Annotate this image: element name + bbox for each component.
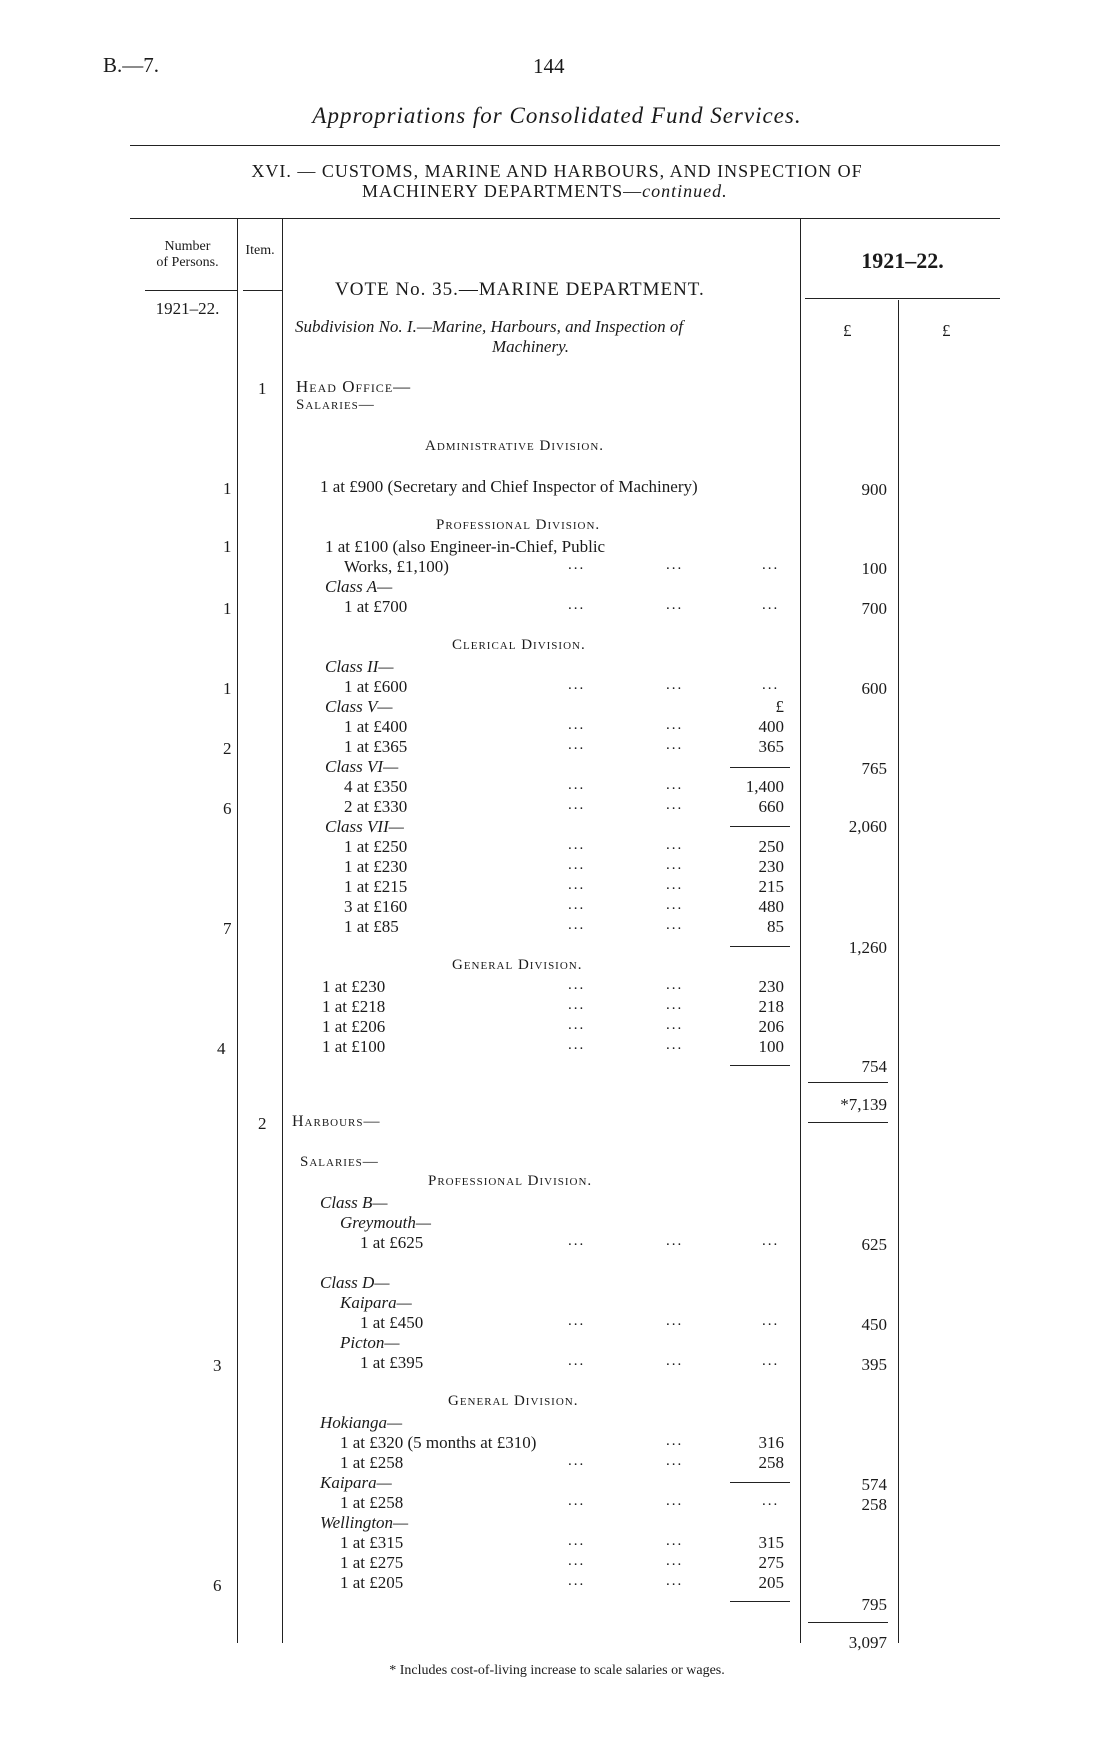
- sub-amount: 316: [758, 1433, 784, 1452]
- table-top-rule: [130, 218, 1000, 219]
- persons-count: 6: [223, 799, 232, 818]
- leader-dots: ...: [568, 717, 586, 733]
- leader-dots: ...: [666, 997, 684, 1013]
- leader-dots: ...: [666, 737, 684, 753]
- sub-amount: 480: [758, 897, 784, 916]
- sub-amount: 1,400: [745, 777, 784, 796]
- leader-dots: ...: [568, 917, 586, 933]
- leader-dots: ...: [666, 777, 684, 793]
- leader-dots: ...: [568, 1553, 586, 1569]
- leader-dots: ...: [568, 1037, 586, 1053]
- division-heading: General Division.: [448, 1393, 579, 1409]
- sub-amount: 218: [758, 997, 784, 1016]
- leader-dots: ...: [666, 1233, 684, 1249]
- salary-line: 1 at £395: [360, 1353, 424, 1372]
- salary-line: 1 at £450: [360, 1313, 424, 1332]
- leader-dots: ...: [568, 1453, 586, 1469]
- total-rule: [808, 1082, 888, 1083]
- col-rule-persons: [237, 218, 238, 1643]
- sub-amount: 400: [758, 717, 784, 736]
- amount-value: 450: [861, 1315, 887, 1334]
- section-head: Harbours—: [292, 1113, 381, 1130]
- salary-line: 1 at £218: [322, 997, 386, 1016]
- leader-dots: ...: [666, 897, 684, 913]
- leader-dots: ...: [568, 1017, 586, 1033]
- amount-value: 395: [861, 1355, 887, 1374]
- leader-dots: ...: [568, 977, 586, 993]
- leader-dots: ...: [666, 597, 684, 613]
- harbour-label: Hokianga—: [320, 1413, 403, 1432]
- leader-dots: ...: [762, 597, 780, 613]
- title-rule: [130, 145, 1000, 146]
- division-heading: Professional Division.: [428, 1173, 593, 1189]
- sub-amount: 365: [758, 737, 784, 756]
- division-heading: General Division.: [452, 957, 583, 973]
- persons-count: 1: [223, 479, 232, 498]
- persons-count: 1: [223, 679, 232, 698]
- leader-dots: ...: [568, 1353, 586, 1369]
- leader-dots: ...: [568, 677, 586, 693]
- class-label: Class V—: [325, 697, 393, 716]
- harbour-label: Greymouth—: [340, 1213, 431, 1232]
- sub-amount: 206: [758, 1017, 784, 1036]
- harbour-label: Kaipara—: [320, 1473, 392, 1492]
- division-heading: Administrative Division.: [425, 438, 605, 454]
- salary-line: 3 at £160: [344, 897, 408, 916]
- leader-dots: ...: [568, 877, 586, 893]
- sub-amount: 100: [758, 1037, 784, 1056]
- amount-value: 100: [861, 559, 887, 578]
- leader-dots: ...: [762, 1493, 780, 1509]
- leader-dots: ...: [666, 857, 684, 873]
- leader-dots: ...: [666, 1533, 684, 1549]
- vote-title: VOTE No. 35.—MARINE DEPARTMENT.: [335, 279, 705, 300]
- continued-label: continued.: [642, 181, 728, 201]
- salary-line: 1 at £215: [344, 877, 408, 896]
- amount-value: 574: [861, 1475, 887, 1494]
- leader-dots: ...: [666, 917, 684, 933]
- section-heading-line2: MACHINERY DEPARTMENTS—continued.: [362, 181, 728, 201]
- salary-line: 1 at £400: [344, 717, 408, 736]
- amount-value: 795: [861, 1595, 887, 1614]
- sub-amount: 660: [758, 797, 784, 816]
- salary-line: 1 at £230: [344, 857, 408, 876]
- amount-value: 258: [861, 1495, 887, 1514]
- salary-line: 2 at £330: [344, 797, 408, 816]
- salary-line: 1 at £206: [322, 1017, 386, 1036]
- sub-amount: 275: [758, 1553, 784, 1572]
- leader-dots: ...: [762, 1313, 780, 1329]
- leader-dots: ...: [762, 1353, 780, 1369]
- persons-count: 1: [223, 599, 232, 618]
- leader-dots: ...: [666, 717, 684, 733]
- amount-value: 600: [861, 679, 887, 698]
- salary-line: 4 at £350: [344, 777, 408, 796]
- class-label: Class VII—: [325, 817, 404, 836]
- leader-dots: ...: [568, 777, 586, 793]
- salary-line: Works, £1,100): [344, 557, 449, 576]
- salaries-label: Salaries—: [296, 397, 375, 413]
- subtotal-rule: [730, 826, 790, 827]
- persons-count: 1: [223, 537, 232, 556]
- salary-line: 1 at £625: [360, 1233, 424, 1252]
- salary-line: 1 at £85: [344, 917, 399, 936]
- item-header: Item.: [245, 243, 275, 258]
- leader-dots: ...: [666, 1453, 684, 1469]
- salary-line: 1 at £100 (also Engineer-in-Chief, Public: [325, 537, 606, 556]
- persons-count: 7: [223, 919, 232, 938]
- persons-count: 6: [213, 1576, 222, 1595]
- leader-dots: ...: [568, 897, 586, 913]
- amount-value: 1,260: [848, 938, 887, 957]
- sub-amount: 250: [758, 837, 784, 856]
- leader-dots: ...: [568, 1313, 586, 1329]
- amount-value: 625: [861, 1235, 887, 1254]
- class-label: Class II—: [325, 657, 394, 676]
- persons-year: 1921–22.: [155, 299, 220, 318]
- persons-count: 4: [217, 1039, 226, 1058]
- page-title: Appropriations for Consolidated Fund Services.: [312, 103, 802, 128]
- leader-dots: ...: [666, 1553, 684, 1569]
- leader-dots: ...: [568, 1493, 586, 1509]
- leader-dots: ...: [762, 1233, 780, 1249]
- leader-dots: ...: [568, 837, 586, 853]
- item-total: *7,139: [840, 1095, 887, 1114]
- leader-dots: ...: [666, 1353, 684, 1369]
- leader-dots: ...: [666, 1433, 684, 1449]
- leader-dots: ...: [568, 557, 586, 573]
- section-head: Head Office—: [296, 377, 412, 396]
- class-label: Class A—: [325, 577, 393, 596]
- leader-dots: ...: [568, 857, 586, 873]
- pound-header-b: £: [942, 321, 951, 340]
- pound-sign: £: [775, 697, 784, 716]
- salary-line: 1 at £275: [340, 1553, 404, 1572]
- class-label: Class VI—: [325, 757, 399, 776]
- salary-line: 1 at £700: [344, 597, 408, 616]
- sub-amount: 230: [758, 977, 784, 996]
- leader-dots: ...: [568, 737, 586, 753]
- subtotal-rule: [730, 1065, 790, 1066]
- harbour-label: Picton—: [340, 1333, 400, 1352]
- leader-dots: ...: [762, 677, 780, 693]
- subdivision-line1: Subdivision No. I.—Marine, Harbours, and Inspection of: [295, 317, 684, 336]
- leader-dots: ...: [666, 1573, 684, 1589]
- salary-line: 1 at £320 (5 months at £310): [340, 1433, 537, 1452]
- leader-dots: ...: [666, 837, 684, 853]
- salary-line: 1 at £258: [340, 1493, 404, 1512]
- salary-line: 1 at £100: [322, 1037, 386, 1056]
- subtotal-rule: [730, 1482, 790, 1483]
- division-heading: Professional Division.: [436, 517, 601, 533]
- sub-amount: 230: [758, 857, 784, 876]
- col-rule-desc: [800, 218, 801, 1643]
- class-label: Class B—: [320, 1193, 388, 1212]
- leader-dots: ...: [666, 877, 684, 893]
- salary-line: 1 at £230: [322, 977, 386, 996]
- leader-dots: ...: [666, 797, 684, 813]
- harbour-label: Kaipara—: [340, 1293, 412, 1312]
- leader-dots: ...: [666, 1037, 684, 1053]
- item-total: 3,097: [848, 1633, 887, 1652]
- salary-line: 1 at £205: [340, 1573, 404, 1592]
- leader-dots: ...: [666, 977, 684, 993]
- salary-line: 1 at £900 (Secretary and Chief Inspector of Machinery): [320, 477, 698, 496]
- salary-line: 1 at £250: [344, 837, 408, 856]
- pound-header-a: £: [843, 321, 852, 340]
- item-number: 2: [258, 1114, 267, 1133]
- amount-value: 700: [861, 599, 887, 618]
- leader-dots: ...: [666, 677, 684, 693]
- item-header-rule: [243, 290, 282, 291]
- harbour-label: Wellington—: [320, 1513, 409, 1532]
- col-rule-amount: [898, 300, 899, 1643]
- salary-line: 1 at £365: [344, 737, 408, 756]
- persons-count: 2: [223, 739, 232, 758]
- sub-amount: 315: [758, 1533, 784, 1552]
- amount-value: 900: [861, 480, 887, 499]
- persons-header-line2: of Persons.: [156, 255, 219, 270]
- subtotal-rule: [730, 767, 790, 768]
- persons-header-line1: Number: [164, 239, 211, 254]
- sub-amount: 215: [758, 877, 784, 896]
- amount-year: 1921–22.: [861, 248, 944, 273]
- amount-header-rule: [805, 298, 1000, 299]
- section-heading-line1: XVI. — CUSTOMS, MARINE AND HARBOURS, AND INSPECTION OF: [251, 161, 863, 181]
- amount-value: 2,060: [848, 817, 887, 836]
- subtotal-rule: [730, 1601, 790, 1602]
- leader-dots: ...: [568, 1533, 586, 1549]
- leader-dots: ...: [666, 1493, 684, 1509]
- leader-dots: ...: [666, 557, 684, 573]
- salary-line: 1 at £600: [344, 677, 408, 696]
- leader-dots: ...: [568, 1233, 586, 1249]
- total-rule: [808, 1622, 888, 1623]
- document-code: B.—7.: [103, 53, 160, 77]
- persons-count: 3: [213, 1356, 222, 1375]
- salaries-label: Salaries—: [300, 1154, 379, 1170]
- footnote: * Includes cost-of-living increase to scale salaries or wages.: [389, 1663, 725, 1678]
- amount-value: 765: [861, 759, 887, 778]
- subdivision-line2: Machinery.: [492, 337, 569, 356]
- item-number: 1: [258, 379, 267, 398]
- sub-amount: 205: [758, 1573, 784, 1592]
- col-rule-item: [282, 218, 283, 1643]
- leader-dots: ...: [666, 1313, 684, 1329]
- leader-dots: ...: [568, 997, 586, 1013]
- sub-amount: 258: [758, 1453, 784, 1472]
- persons-header-rule: [145, 290, 237, 291]
- page-number: 144: [533, 54, 565, 78]
- division-heading: Clerical Division.: [452, 637, 586, 653]
- leader-dots: ...: [762, 557, 780, 573]
- class-label: Class D—: [320, 1273, 390, 1292]
- total-rule: [808, 1122, 888, 1123]
- leader-dots: ...: [568, 797, 586, 813]
- salary-line: 1 at £258: [340, 1453, 404, 1472]
- subtotal-rule: [730, 946, 790, 947]
- leader-dots: ...: [568, 597, 586, 613]
- amount-value: 754: [861, 1057, 887, 1076]
- leader-dots: ...: [568, 1573, 586, 1589]
- salary-line: 1 at £315: [340, 1533, 404, 1552]
- leader-dots: ...: [666, 1017, 684, 1033]
- sub-amount: 85: [767, 917, 784, 936]
